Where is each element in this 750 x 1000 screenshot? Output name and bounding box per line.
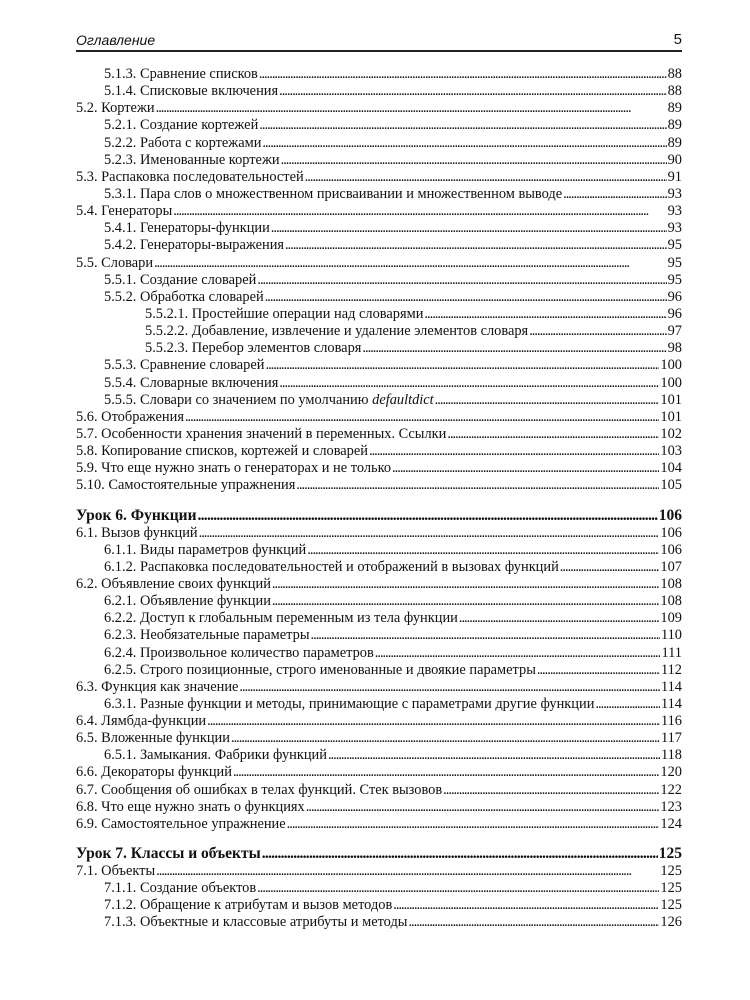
toc-entry-page: 108: [660, 593, 682, 610]
toc-entry-text: 5.1.3. Сравнение списков: [104, 66, 258, 82]
toc-entry-text: 6.3.1. Разные функции и методы, принимающие с параметрами другие функции: [104, 695, 595, 712]
toc-entry[interactable]: [76, 477, 682, 494]
toc-entry-text: 5.5.2.1. Простейшие операции над словарями: [145, 305, 424, 322]
toc-entry-text: 5.3.1. Пара слов о множественном присваивании и множественном выводе: [104, 185, 563, 202]
dot-leader: [156, 100, 667, 117]
toc-entry[interactable]: [76, 880, 682, 897]
toc-entry-page: 108: [660, 575, 682, 592]
dot-leader: [259, 117, 666, 134]
dot-leader: [257, 880, 659, 897]
toc-entry-page: 112: [660, 661, 682, 678]
toc-entry-text: 6.2.4. Произвольное количество параметров: [104, 644, 374, 661]
toc-entry-title: [76, 816, 286, 833]
toc-entry-page: 106: [660, 524, 682, 541]
toc-entry[interactable]: [76, 203, 682, 220]
toc-entry-text: 6.8. Что еще нужно знать о функциях: [76, 798, 305, 815]
toc-entry-page: 102: [660, 425, 682, 442]
header-title: Оглавление: [76, 32, 156, 48]
toc-entry-title: [76, 730, 230, 747]
toc-entry-text: 5.2. Кортежи: [76, 100, 155, 117]
toc-entry-title: [104, 237, 284, 254]
toc-entry[interactable]: [76, 340, 682, 357]
dot-leader: [262, 845, 658, 863]
toc-entry-text: 7.1.3. Объектные и классовые атрибуты и методы: [104, 914, 408, 931]
dot-leader: [259, 66, 667, 83]
toc-entry-page: 111: [661, 644, 682, 661]
toc-entry[interactable]: [76, 392, 682, 409]
toc-entry-page: 96: [667, 288, 682, 305]
toc-entry-page: 126: [660, 914, 682, 931]
toc-entry[interactable]: [76, 525, 682, 542]
toc-entry-page: 93: [667, 185, 682, 202]
dot-leader: [447, 426, 659, 443]
dot-leader: [392, 460, 659, 477]
toc-entry-text: 5.5. Словари: [76, 254, 154, 271]
toc-entry[interactable]: [76, 152, 682, 169]
dot-leader: [173, 203, 666, 220]
toc-entry-title: [104, 289, 264, 306]
toc-entry-page: 89: [667, 134, 682, 151]
toc-entry-page: 118: [660, 747, 682, 764]
toc-entry-title: [104, 559, 559, 576]
toc-entry-text: 6.9. Самостоятельное упражнение: [76, 815, 286, 832]
dot-leader: [207, 713, 660, 730]
toc-entry[interactable]: [76, 409, 682, 426]
dot-leader: [459, 610, 660, 627]
dot-leader: [156, 863, 659, 880]
toc-entry[interactable]: [76, 713, 682, 730]
toc-entry[interactable]: [76, 443, 682, 460]
dot-leader: [595, 696, 660, 713]
toc-entry-page: 88: [667, 66, 682, 82]
dot-leader: [281, 152, 667, 169]
toc-entry[interactable]: [76, 863, 682, 880]
toc-entry-page: 125: [660, 897, 682, 914]
toc-entry-page: 106: [658, 506, 682, 524]
toc-entry[interactable]: [76, 66, 682, 83]
toc-entry[interactable]: [76, 255, 682, 272]
toc-entry-title: [76, 863, 155, 880]
dot-leader: [408, 914, 659, 931]
toc-entry-text: 5.5.5. Словари со значением по умолчанию: [104, 391, 369, 408]
toc-entry-title: [76, 845, 261, 863]
table-of-contents: [76, 66, 682, 932]
toc-entry-text: 6.2.2. Доступ к глобальным переменным из тела функции: [104, 610, 458, 627]
toc-entry-title: [145, 323, 528, 340]
toc-entry-title: [76, 477, 295, 494]
toc-entry[interactable]: [76, 576, 682, 593]
toc-entry-text: 5.5.4. Словарные включения: [104, 374, 279, 391]
toc-entry-page: 105: [660, 477, 682, 494]
toc-entry[interactable]: [76, 357, 682, 374]
dot-leader: [272, 576, 660, 593]
toc-entry-page: 98: [667, 340, 682, 357]
toc-entry[interactable]: [76, 237, 682, 254]
dot-leader: [563, 186, 667, 203]
toc-entry[interactable]: [76, 747, 682, 764]
toc-entry-text: 5.8. Копирование списков, кортежей и словарей: [76, 443, 368, 460]
toc-entry-page: 124: [660, 815, 682, 832]
toc-entry-text: 5.7. Особенности хранения значений в переменных. Ссылки: [76, 425, 447, 442]
toc-entry[interactable]: [76, 645, 682, 662]
toc-entry[interactable]: [76, 135, 682, 152]
toc-entry-page: 95: [667, 254, 682, 271]
toc-entry-title: [104, 593, 271, 610]
toc-entry-title: [76, 525, 198, 542]
dot-leader: [154, 255, 667, 272]
toc-entry-title: [104, 186, 562, 203]
toc-entry-text: 5.9. Что еще нужно знать о генераторах и не только: [76, 460, 392, 477]
toc-entry-text: Урок 7. Классы и объекты: [76, 845, 261, 863]
toc-entry-text: 7.1. Объекты: [76, 863, 156, 880]
toc-entry-page: 90: [667, 151, 682, 168]
toc-entry-page: 116: [660, 713, 682, 730]
dot-leader: [443, 782, 659, 799]
toc-entry[interactable]: [76, 627, 682, 644]
dot-leader: [272, 593, 659, 610]
toc-entry-page: 89: [667, 100, 682, 117]
toc-entry-page: 89: [667, 117, 682, 134]
toc-entry-page: 109: [660, 610, 682, 627]
toc-entry-text: 6.2. Объявление своих функций: [76, 575, 271, 592]
toc-entry-title: [76, 100, 155, 117]
toc-entry-text: 5.4.1. Генераторы-функции: [104, 220, 270, 237]
toc-entry[interactable]: [76, 897, 682, 914]
toc-entry-title: [76, 799, 305, 816]
toc-entry-text: 6.5.1. Замыкания. Фабрики функций: [104, 747, 327, 764]
toc-entry[interactable]: [76, 272, 682, 289]
toc-entry-text: 6.4. Лямбда-функции: [76, 713, 207, 730]
toc-entry[interactable]: [76, 323, 682, 340]
toc-entry[interactable]: [76, 169, 682, 186]
toc-entry-page: 110: [660, 627, 682, 644]
toc-entry-text: 6.2.1. Объявление функции: [104, 593, 271, 610]
toc-entry-text: 6.6. Декораторы функций: [76, 764, 232, 781]
toc-entry-page: 95: [667, 271, 682, 288]
toc-entry-text: 5.5.2.3. Перебор элементов словаря: [145, 340, 362, 357]
toc-entry-title: [76, 713, 206, 730]
toc-entry-page: 120: [660, 764, 682, 781]
toc-entry-title: [76, 507, 197, 525]
dot-leader: [279, 83, 667, 100]
dot-leader: [265, 289, 667, 306]
dot-leader: [307, 542, 659, 559]
dot-leader: [537, 662, 660, 679]
dot-leader: [198, 507, 658, 525]
toc-entry[interactable]: [76, 186, 682, 203]
dot-leader: [362, 340, 666, 357]
toc-entry-page: 114: [660, 678, 682, 695]
dot-leader: [529, 323, 666, 340]
toc-entry-page: 125: [660, 863, 682, 880]
toc-entry-title: [76, 203, 172, 220]
toc-entry-title: [104, 66, 258, 83]
toc-entry-page: 101: [660, 391, 682, 408]
toc-entry-title: [104, 662, 536, 679]
dot-leader: [311, 627, 660, 644]
toc-entry-text: 5.3. Распаковка последовательностей: [76, 168, 304, 185]
toc-entry-title: [76, 679, 238, 696]
toc-entry[interactable]: [76, 375, 682, 392]
dot-leader: [239, 679, 660, 696]
toc-entry-text: 6.5. Вложенные функции: [76, 730, 230, 747]
toc-entry-page: 101: [660, 408, 682, 425]
dot-leader: [305, 169, 667, 186]
toc-entry-title: [76, 460, 391, 477]
toc-entry[interactable]: [76, 289, 682, 306]
toc-entry-title: [104, 880, 256, 897]
toc-entry-page: 117: [660, 730, 682, 747]
toc-entry-title: [104, 83, 278, 100]
toc-entry-text: 6.2.3. Необязательные параметры: [104, 627, 310, 644]
toc-entry-text: 5.4. Генераторы: [76, 203, 173, 220]
toc-entry-text: 5.2.2. Работа с кортежами: [104, 134, 262, 151]
toc-entry-title: [76, 169, 304, 186]
toc-entry[interactable]: [76, 220, 682, 237]
toc-entry[interactable]: [76, 83, 682, 100]
toc-entry[interactable]: [76, 460, 682, 477]
toc-entry-title: [104, 610, 458, 627]
dot-leader: [435, 392, 660, 409]
dot-leader: [262, 135, 666, 152]
toc-chapter-entry[interactable]: [76, 845, 682, 863]
toc-entry-text: 7.1.1. Создание объектов: [104, 880, 257, 897]
toc-entry-title: [145, 340, 361, 357]
toc-entry-page: 103: [660, 443, 682, 460]
toc-entry-title: [104, 747, 327, 764]
toc-entry-text: 5.1.4. Списковые включения: [104, 83, 279, 100]
toc-entry-title: [104, 357, 264, 374]
toc-entry-title: [104, 627, 310, 644]
toc-entry-title: [76, 764, 232, 781]
toc-entry-text: 7.1.2. Обращение к атрибутам и вызов методов: [104, 897, 393, 914]
toc-entry[interactable]: [76, 559, 682, 576]
dot-leader: [199, 525, 660, 542]
toc-entry-text: 5.5.1. Создание словарей: [104, 271, 257, 288]
toc-entry-page: 107: [660, 558, 682, 575]
toc-entry-page: 93: [667, 220, 682, 237]
dot-leader: [231, 730, 660, 747]
toc-entry-text: 6.3. Функция как значение: [76, 678, 239, 695]
dot-leader: [560, 559, 660, 576]
toc-entry-text: 5.5.2. Обработка словарей: [104, 288, 264, 305]
toc-entry-title: [76, 426, 446, 443]
toc-entry-title: [104, 272, 256, 289]
toc-entry-title: [104, 392, 434, 409]
toc-entry-page: 106: [660, 541, 682, 558]
toc-entry[interactable]: [76, 679, 682, 696]
toc-entry-text: 6.1. Вызов функций: [76, 524, 198, 541]
dot-leader: [306, 799, 660, 816]
toc-entry-text: 5.4.2. Генераторы-выражения: [104, 237, 285, 254]
dot-leader: [233, 764, 659, 781]
toc-entry-title: [104, 914, 407, 931]
toc-entry-text: 5.2.3. Именованные кортежи: [104, 151, 280, 168]
toc-entry-title: [104, 897, 392, 914]
toc-entry-title: [104, 152, 280, 169]
toc-entry[interactable]: [76, 696, 682, 713]
dot-leader: [185, 409, 659, 426]
toc-entry-page: 97: [667, 323, 682, 340]
dot-leader: [296, 477, 659, 494]
toc-entry-page: 96: [667, 305, 682, 322]
toc-entry[interactable]: [76, 730, 682, 747]
toc-entry[interactable]: [76, 542, 682, 559]
toc-entry[interactable]: [76, 426, 682, 443]
toc-entry-text: 5.6. Отображения: [76, 408, 184, 425]
toc-entry-title: [104, 220, 270, 237]
toc-chapter-entry[interactable]: [76, 507, 682, 525]
dot-leader: [279, 375, 659, 392]
toc-entry-title: [76, 782, 442, 799]
toc-entry-page: 100: [660, 374, 682, 391]
toc-entry[interactable]: [76, 662, 682, 679]
toc-entry-text: 5.5.3. Сравнение словарей: [104, 357, 265, 374]
toc-entry[interactable]: [76, 593, 682, 610]
toc-entry-title: [104, 135, 261, 152]
toc-entry-text: 6.7. Сообщения об ошибках в телах функций. Стек вызовов: [76, 781, 443, 798]
dot-leader: [369, 443, 659, 460]
toc-entry-text: Урок 6. Функции: [76, 506, 197, 524]
dot-leader: [271, 220, 667, 237]
toc-entry-code-term: defaultdict: [372, 391, 434, 408]
toc-entry[interactable]: [76, 782, 682, 799]
dot-leader: [424, 306, 666, 323]
toc-entry-title: [104, 645, 374, 662]
toc-entry-title: [76, 255, 153, 272]
toc-entry-page: 123: [660, 798, 682, 815]
toc-entry-text: 6.1.2. Распаковка последовательностей и отображений в вызовах функций: [104, 558, 559, 575]
dot-leader: [257, 272, 666, 289]
toc-entry-title: [104, 542, 306, 559]
toc-entry[interactable]: [76, 764, 682, 781]
toc-entry-title: [76, 443, 368, 460]
toc-entry-page: 93: [667, 203, 682, 220]
dot-leader: [393, 897, 659, 914]
toc-entry-text: 6.2.5. Строго позиционные, строго именованные и двоякие параметры: [104, 661, 536, 678]
dot-leader: [287, 816, 660, 833]
toc-entry[interactable]: [76, 914, 682, 931]
toc-entry-page: 125: [660, 880, 682, 897]
running-header: [76, 30, 682, 52]
toc-entry[interactable]: [76, 117, 682, 134]
toc-entry-title: [145, 306, 423, 323]
toc-entry-page: 88: [667, 83, 682, 100]
toc-entry-title: [76, 409, 184, 426]
toc-entry-text: 5.10. Самостоятельные упражнения: [76, 477, 296, 494]
toc-entry-page: 122: [660, 781, 682, 798]
dot-leader: [328, 747, 660, 764]
toc-entry[interactable]: [76, 100, 682, 117]
toc-entry-page: 104: [660, 460, 682, 477]
toc-entry-title: [104, 375, 278, 392]
toc-entry-page: 95: [667, 237, 682, 254]
toc-entry-title: [104, 696, 594, 713]
toc-entry-text: 6.1.1. Виды параметров функций: [104, 541, 307, 558]
toc-entry-title: [76, 576, 271, 593]
toc-entry-page: 91: [667, 168, 682, 185]
toc-entry-text: 5.2.1. Создание кортежей: [104, 117, 259, 134]
dot-leader: [285, 237, 667, 254]
toc-entry-page: 114: [660, 695, 682, 712]
toc-entry[interactable]: [76, 799, 682, 816]
toc-entry-page: 100: [660, 357, 682, 374]
page-number: 5: [673, 31, 682, 48]
toc-entry-title: [104, 117, 258, 134]
toc-entry-page: 125: [658, 845, 682, 863]
toc-entry-text: 5.5.2.2. Добавление, извлечение и удаление элементов словаря: [145, 323, 529, 340]
toc-entry[interactable]: [76, 816, 682, 833]
toc-entry[interactable]: [76, 610, 682, 627]
toc-entry[interactable]: [76, 306, 682, 323]
dot-leader: [265, 357, 659, 374]
dot-leader: [375, 645, 661, 662]
